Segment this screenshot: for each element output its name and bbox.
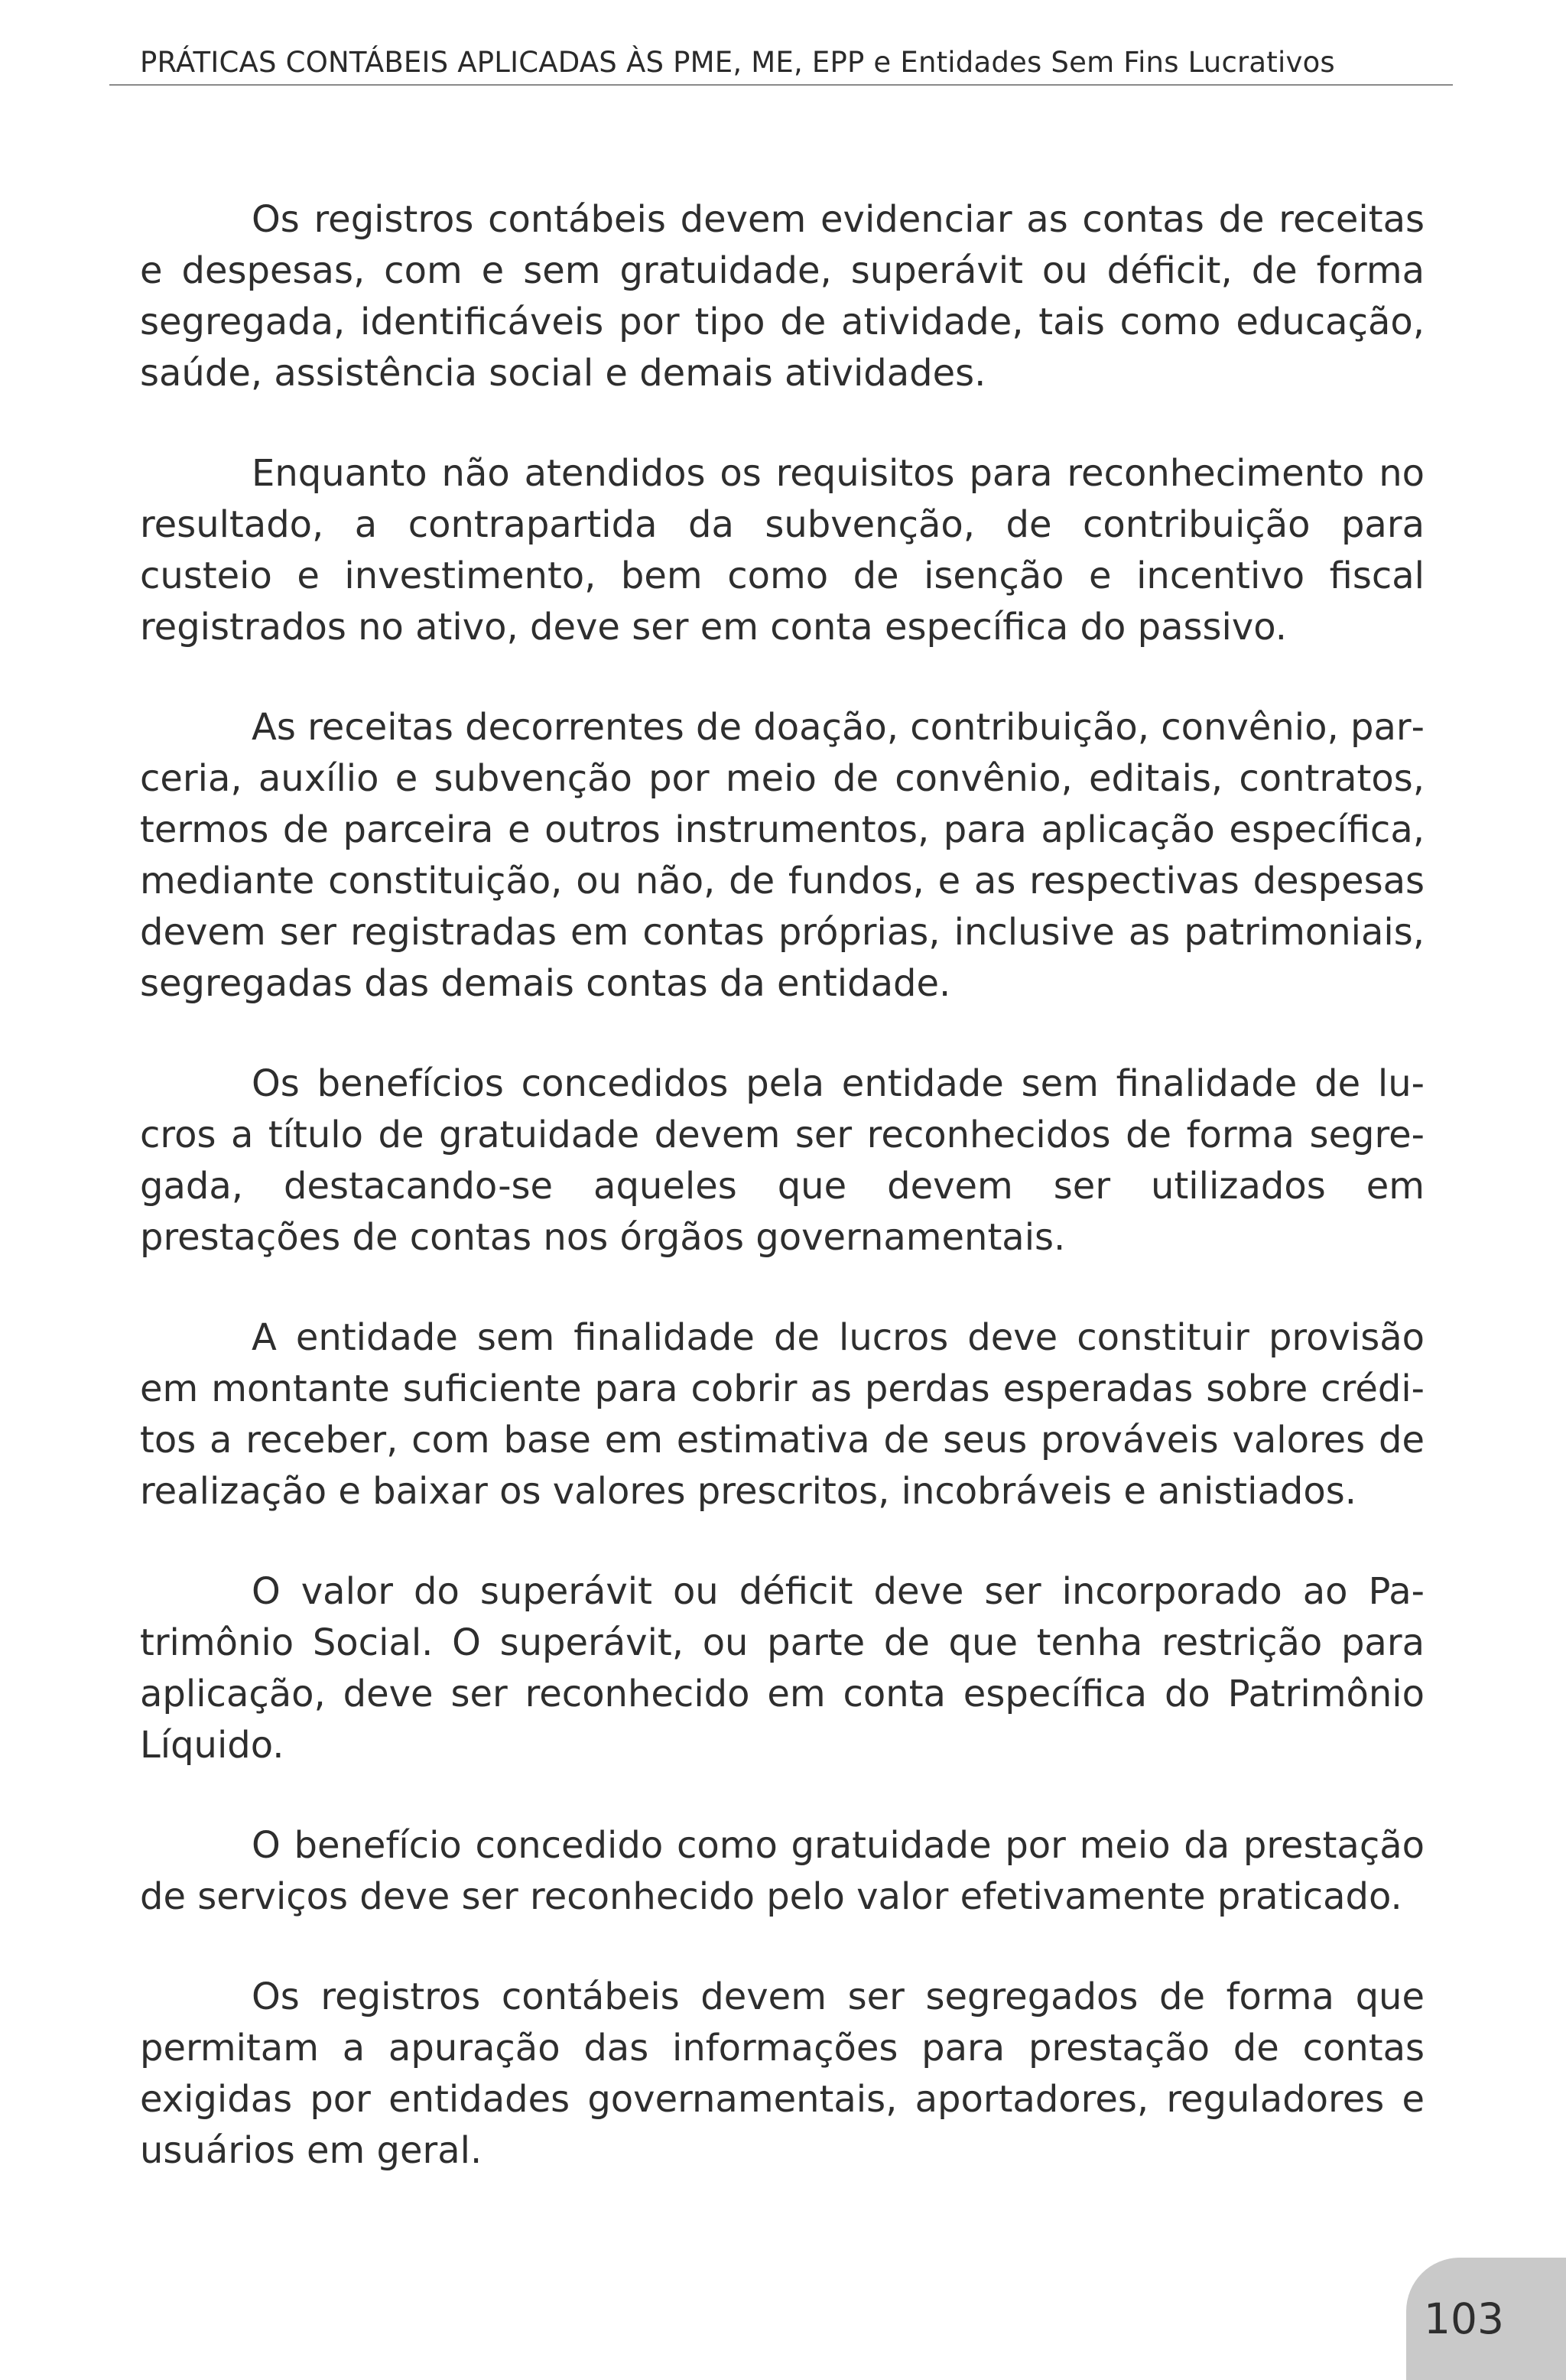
paragraph-beneficio-servicos: O benefício concedido como gratuidade por meio da prestação de serviços deve ser reconhecido pelo valor efetivamente praticado.: [140, 1824, 1425, 1918]
page-number: 103: [1424, 2294, 1504, 2343]
paragraph-beneficios-gratuidade: Os benefícios concedidos pela entidade sem finalidade de lucros a título de gratuidade devem ser reconhecidos de forma segregada, destacando-se aqueles que devem ser utilizados em prestações de contas nos órgãos governamentais.: [140, 1062, 1425, 1259]
body-text: [140, 194, 1425, 2177]
paragraph-receitas-despesas: Os registros contábeis devem evidenciar as contas de receitas e despesas, com e sem gratuidade, superávit ou déficit, de forma segregada, identificáveis por tipo de atividade, tais como educação, saúde, assistência social e demais atividades.: [140, 198, 1425, 395]
header-rule: [109, 84, 1453, 86]
paragraph-receitas-doacao: As receitas decorrentes de doação, contribuição, convênio, parceria, auxílio e subvenção por meio de convênio, editais, contratos, termos de parceira e outros instrumentos, para aplicação específica, mediante constituição, ou não, de fundos, e as respectivas despesas devem ser registradas em contas próprias, inclusive as patrimoniais, segregadas das demais contas da entidade.: [140, 706, 1425, 1005]
running-header-title: PRÁTICAS CONTÁBEIS APLICADAS ÀS PME, ME, EPP e Entidades Sem Fins Lucrativos: [140, 46, 1335, 79]
paragraph-subvencao-passivo: Enquanto não atendidos os requisitos para reconhecimento no resultado, a contrapartida da subvenção, de contribuição para custeio e investimento, bem como de isenção e incentivo fiscal registrados no ativo, deve ser em conta específica do passivo.: [140, 452, 1425, 649]
paragraph-segregacao-registros: Os registros contábeis devem ser segregados de forma que permitam a apuração das informações para prestação de contas exigidas por entidades governamentais, aportadores, reguladores e usuários em geral.: [140, 1975, 1425, 2172]
paragraph-provisao-creditos: A entidade sem finalidade de lucros deve constituir provisão em montante suficiente para cobrir as perdas esperadas sobre créditos a receber, com base em estimativa de seus prováveis valores de realização e baixar os valores prescritos, incobráveis e anistiados.: [140, 1316, 1425, 1513]
running-header: [0, 0, 1566, 87]
paragraph-superavit-deficit: O valor do superávit ou déficit deve ser incorporado ao Patrimônio Social. O superávit, ou parte de que tenha restrição para aplicação, deve ser reconhecido em conta específica do Patrimônio Líquido.: [140, 1570, 1425, 1767]
